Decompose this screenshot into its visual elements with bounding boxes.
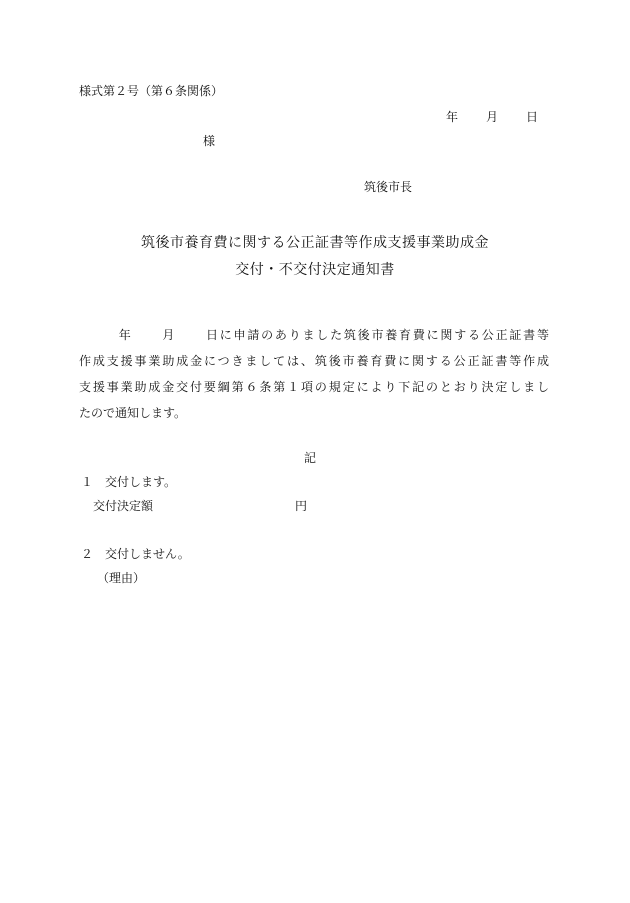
item-2 [81, 547, 190, 561]
body-line-1-text: 日に申請のありました筑後市養育費に関する公正証書等 [204, 328, 549, 342]
item-1 [81, 475, 176, 489]
addressee-suffix: 様 [203, 134, 216, 148]
form-number: 様式第２号（第６条関係） [79, 84, 224, 98]
item-1-amount-unit: 円 [295, 499, 308, 513]
item-2-reason-label: （理由） [97, 571, 146, 585]
item-2-number: ２ [81, 547, 94, 561]
item-2-text: 交付しません。 [105, 547, 190, 561]
title-line-1: 筑後市養育費に関する公正証書等作成支援事業助成金 [141, 235, 489, 251]
item-1-number: １ [81, 475, 94, 489]
item-1-text: 交付します。 [105, 475, 177, 489]
body-month-label: 月 [160, 328, 177, 342]
title-line-2: 交付・不交付決定通知書 [235, 262, 395, 278]
record-mark: 記 [304, 451, 317, 465]
item-1-amount-label: 交付決定額 [93, 499, 154, 513]
body-line-3: 支援事業助成金交付要綱第６条第１項の規定により下記のとおり決定しまし [79, 380, 549, 394]
body-line-2: 作成支援事業助成金につきましては、筑後市養育費に関する公正証書等作成 [79, 354, 549, 368]
body-line-1 [79, 328, 549, 354]
date-day-label: 日 [526, 110, 539, 124]
body-line-4: たので通知します。 [79, 406, 187, 420]
body-text [79, 328, 549, 432]
body-year-label: 年 [117, 328, 133, 342]
document-title [0, 230, 630, 284]
issuer-name: 筑後市長 [364, 180, 413, 194]
date-year-label: 年 [446, 110, 459, 124]
date-line [446, 110, 538, 124]
date-month-label: 月 [486, 110, 499, 124]
